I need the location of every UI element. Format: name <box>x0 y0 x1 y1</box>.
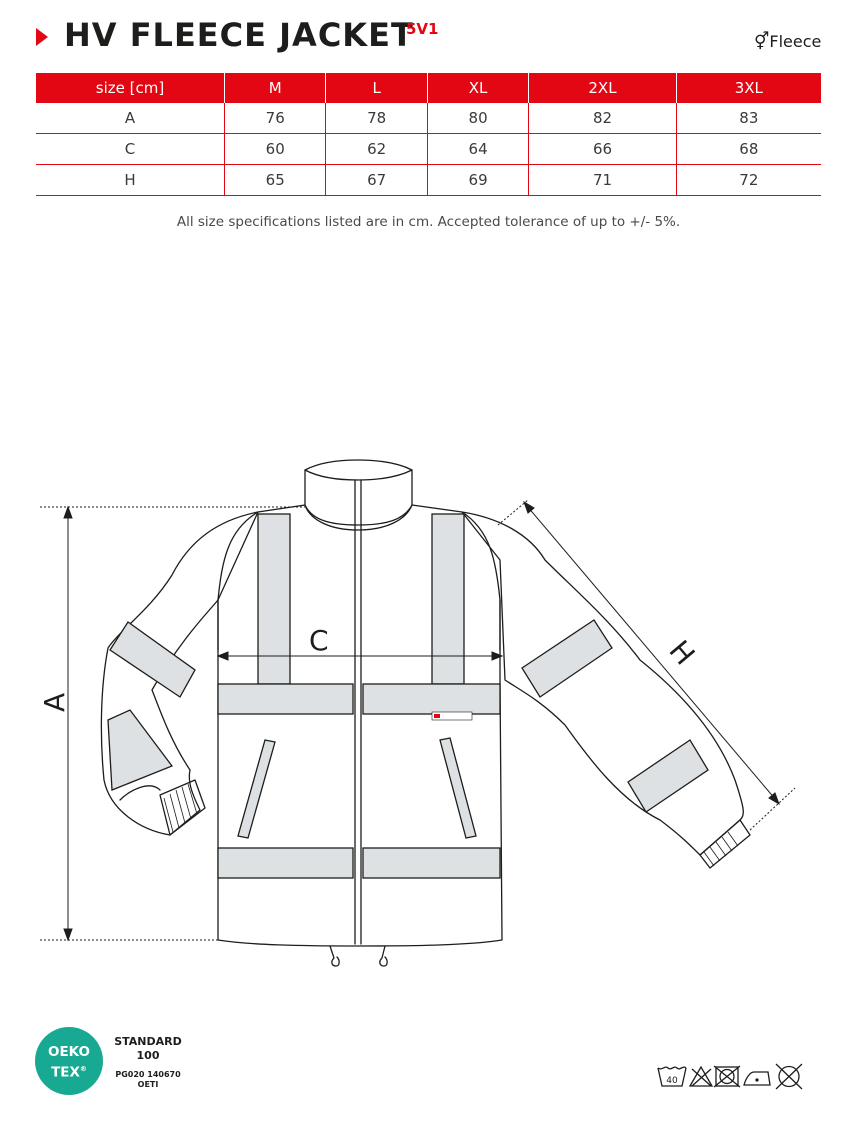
right-sleeve-tape-upper <box>522 620 612 697</box>
left-drawcord <box>330 946 339 966</box>
left-shoulder-tape <box>258 514 290 684</box>
left-sleeve-tape-lower <box>108 710 172 790</box>
table-cell: 67 <box>326 165 427 196</box>
iron-low-icon <box>744 1072 770 1085</box>
zipper <box>355 480 361 944</box>
certificate-info <box>114 1070 182 1090</box>
row-label: A <box>36 103 225 134</box>
title-arrow-icon <box>36 28 48 46</box>
standard-label <box>110 1035 186 1063</box>
hem-tape-left <box>218 848 353 878</box>
column-header: 3XL <box>676 73 821 103</box>
table-cell: 68 <box>676 134 821 165</box>
chest-tape-left <box>218 684 353 714</box>
tolerance-note: All size specifications listed are in cm. Accepted tolerance of up to +/- 5%. <box>176 214 681 230</box>
column-header: 2XL <box>529 73 676 103</box>
wash-temperature: 40 <box>666 1076 678 1086</box>
row-label: C <box>36 134 225 165</box>
unisex-icon: ⚥ <box>754 32 770 52</box>
column-header: M <box>225 73 326 103</box>
label-h: H <box>662 634 702 672</box>
wash-40-icon <box>658 1067 686 1086</box>
jacket-diagram <box>0 440 857 980</box>
right-drawcord <box>380 946 387 966</box>
table-cell: 65 <box>225 165 326 196</box>
label-c: C <box>309 624 329 657</box>
no-tumble-dry-icon <box>714 1066 740 1087</box>
no-bleach-icon <box>690 1067 712 1086</box>
table-cell: 80 <box>427 103 528 134</box>
right-sleeve-tape-lower <box>628 740 708 812</box>
registered-mark: ® <box>79 1065 87 1073</box>
gender-fabric-label <box>754 32 821 52</box>
no-dry-clean-icon <box>776 1064 802 1089</box>
right-pocket <box>440 738 476 838</box>
care-symbols <box>656 1062 822 1090</box>
left-pocket <box>238 740 275 838</box>
right-shoulder-tape <box>432 514 464 684</box>
left-sleeve-tape-upper <box>110 622 195 697</box>
oeko-tex-logo <box>35 1027 103 1095</box>
right-cuff <box>700 820 750 868</box>
table-row <box>36 165 821 196</box>
certificate-number: PG020 140670 <box>115 1070 181 1079</box>
right-sleeve <box>462 512 743 855</box>
product-code: 5V1 <box>406 20 439 38</box>
jacket-collar <box>305 460 412 525</box>
table-cell: 71 <box>529 165 676 196</box>
size-table <box>36 73 821 196</box>
column-header: L <box>326 73 427 103</box>
table-row <box>36 103 821 134</box>
product-title: HV FLEECE JACKET <box>64 16 414 54</box>
table-cell: 64 <box>427 134 528 165</box>
table-cell: 72 <box>676 165 821 196</box>
oeko-logo-line1: OEKO <box>47 1044 91 1060</box>
standard-line2: 100 <box>136 1049 160 1062</box>
table-cell: 78 <box>326 103 427 134</box>
table-row <box>36 134 821 165</box>
size-table-header <box>36 73 821 103</box>
table-cell: 60 <box>225 134 326 165</box>
label-a: A <box>38 692 71 712</box>
oeko-logo-line2: TEX <box>51 1064 80 1081</box>
fabric-label: Fleece <box>769 32 822 51</box>
row-label: H <box>36 165 225 196</box>
table-cell: 62 <box>326 134 427 165</box>
standard-line1: STANDARD <box>114 1035 182 1048</box>
certificate-institute: OETI <box>137 1080 159 1089</box>
table-cell: 76 <box>225 103 326 134</box>
chest-tape-right <box>363 684 500 714</box>
hem-tape-right <box>363 848 500 878</box>
table-cell: 66 <box>529 134 676 165</box>
table-cell: 69 <box>427 165 528 196</box>
table-cell: 82 <box>529 103 676 134</box>
table-cell: 83 <box>676 103 821 134</box>
column-header: XL <box>427 73 528 103</box>
column-header: size [cm] <box>36 73 225 103</box>
